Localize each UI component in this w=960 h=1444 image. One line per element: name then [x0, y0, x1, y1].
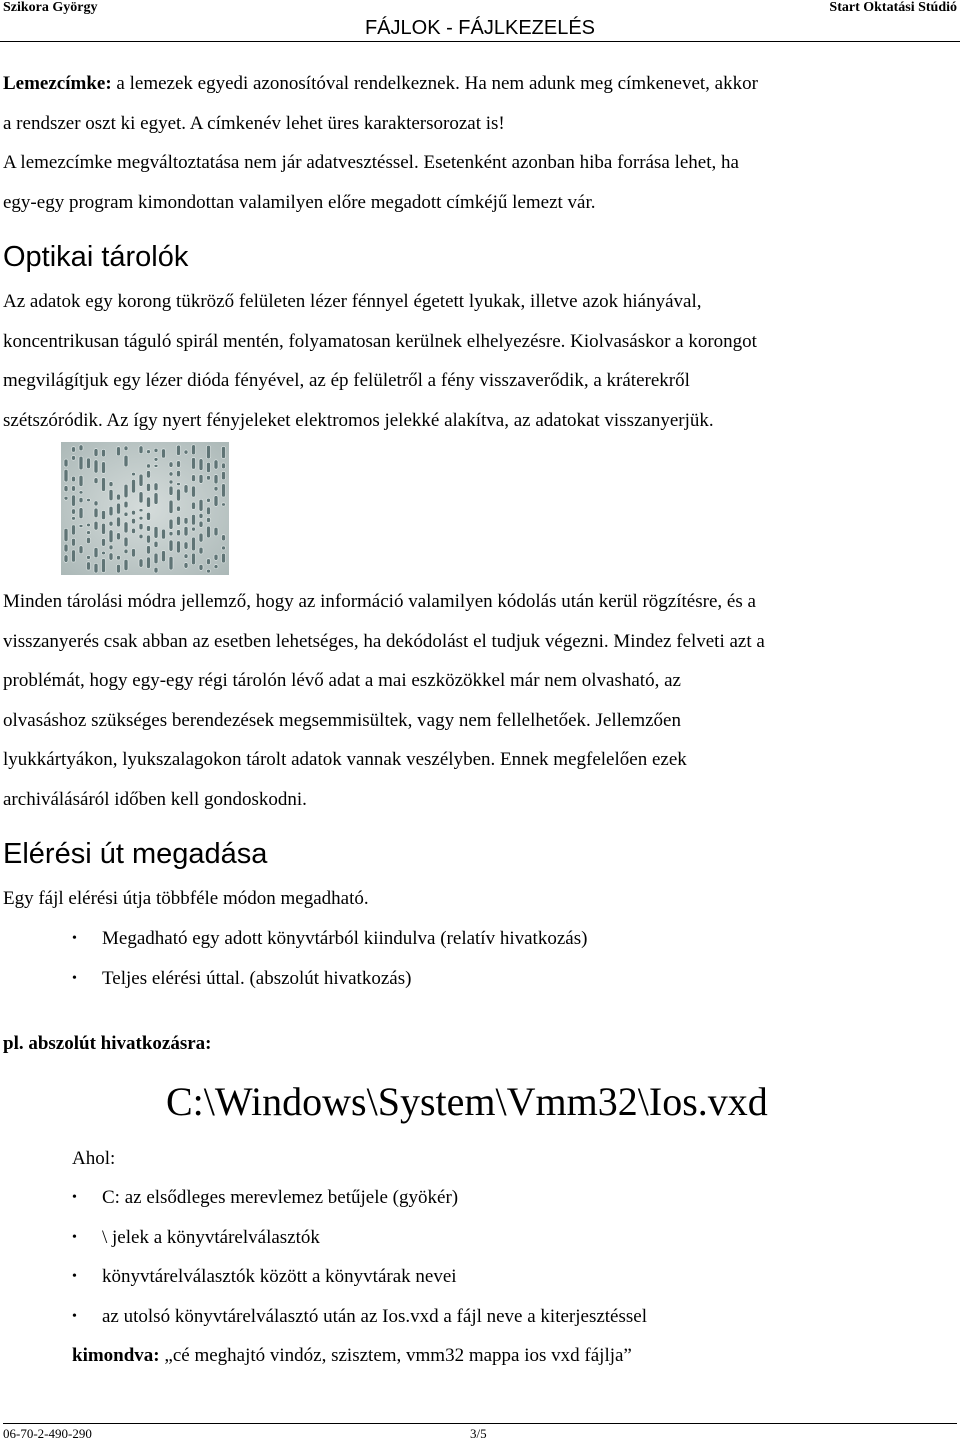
disc-pit — [147, 464, 151, 468]
disc-pit — [72, 476, 76, 482]
disc-pit — [192, 537, 196, 551]
disc-pit — [154, 526, 158, 538]
disc-pit — [79, 491, 83, 494]
list-item: • az utolsó könyvtárelválasztó után az Ios.vxd a fájl neve a kiterjesztéssel — [72, 1297, 647, 1337]
disc-pit — [199, 564, 203, 570]
optical-storage-paragraph — [3, 282, 957, 440]
disc-pit — [154, 458, 158, 462]
disc-pit — [124, 549, 128, 554]
disc-pit — [72, 456, 76, 461]
disc-pit — [94, 508, 98, 518]
disc-pit — [139, 523, 143, 529]
disc-pit — [72, 538, 76, 546]
disc-pit — [64, 459, 68, 467]
disc-pit — [207, 498, 211, 502]
disc-pit — [154, 483, 158, 491]
disc-pit — [147, 535, 151, 543]
disc-pit — [139, 446, 143, 454]
disc-pit — [199, 499, 203, 511]
disc-pit — [207, 559, 211, 565]
disc-pit — [154, 553, 158, 564]
disc-pit — [192, 475, 196, 482]
disc-pit — [214, 554, 218, 560]
optical-line: szétszóródik. Az így nyert fényjeleket elektromos jelekké alakítva, az adatokat visszanyerjük. — [3, 409, 714, 431]
list-item: • C: az elsődleges merevlemez betűjele (gyökér) — [72, 1178, 647, 1218]
disc-pit — [109, 545, 113, 550]
disc-pit — [64, 544, 68, 552]
disc-pit — [72, 517, 76, 521]
disc-pit — [124, 537, 128, 547]
disc-pit — [79, 497, 83, 502]
disc-pit — [79, 508, 83, 519]
footer-divider — [3, 1423, 957, 1424]
disc-pit — [222, 484, 226, 497]
disc-pit — [109, 489, 113, 500]
path-intro: Egy fájl elérési útja többféle módon megadható. — [3, 888, 369, 909]
disc-pit — [102, 478, 106, 492]
disc-pit — [214, 565, 218, 569]
footer-phone: 06-70-2-490-290 — [3, 1426, 92, 1441]
disc-pit — [94, 460, 98, 473]
disc-pit — [169, 519, 173, 529]
disc-pit — [94, 563, 98, 573]
disc-pit — [139, 516, 143, 520]
disc-pit — [192, 527, 196, 531]
disc-pit — [177, 461, 181, 468]
bullet-icon: • — [72, 1190, 77, 1205]
disc-pit — [124, 484, 128, 498]
disc-pit — [162, 529, 166, 539]
disc-pit — [124, 559, 128, 570]
storage-line: lyukkártyákon, lyukszalagokon tárolt adatok vannak veszélyben. Ennek megfelelően ezek — [3, 749, 687, 770]
disc-pit — [87, 498, 91, 501]
where-label: Ahol: — [72, 1148, 116, 1169]
disc-pit — [72, 525, 76, 535]
disc-pit — [177, 541, 181, 553]
disc-pit — [117, 447, 121, 456]
disc-pit — [147, 557, 151, 569]
disc-pit — [117, 564, 121, 573]
disc-pit — [102, 523, 106, 534]
bullet-icon: • — [72, 1269, 77, 1284]
disc-pit — [184, 450, 188, 454]
disc-pit — [192, 514, 196, 525]
storage-encoding-paragraph — [3, 582, 957, 819]
disc-pit — [169, 540, 173, 551]
disc-pit — [79, 456, 83, 470]
disc-pit — [214, 475, 218, 484]
page-number: 3/5 — [470, 1426, 487, 1441]
disc-pit — [169, 486, 173, 495]
disc-pit — [109, 506, 113, 516]
disc-pit — [169, 462, 173, 467]
disc-pit — [117, 555, 121, 559]
storage-line: visszanyerés csak abban az esetben lehetséges, ha dekódolást el tudjuk végezni. Mindez felveti azt a — [3, 630, 765, 652]
disc-pit — [199, 513, 203, 518]
disc-pit — [87, 531, 91, 535]
disc-pit — [87, 555, 91, 559]
disc-pit — [169, 531, 173, 535]
header-organization: Start Oktatási Stúdió — [829, 0, 957, 15]
disc-pit — [199, 533, 203, 542]
disc-pit — [184, 554, 188, 559]
disc-pit — [87, 523, 91, 527]
disk-label-term: Lemezcímke: — [3, 73, 112, 94]
disc-pit — [177, 530, 181, 536]
disc-pit — [147, 471, 151, 479]
path-parts-list — [72, 1178, 647, 1336]
bullet-icon: • — [72, 1229, 77, 1245]
disc-pit — [192, 445, 196, 455]
disc-pit — [177, 445, 181, 455]
storage-line: archiválásáról időben kell gondoskodni. — [3, 788, 307, 810]
disc-pit — [94, 478, 98, 484]
intro-line-3: A lemezcímke megváltoztatása nem jár adatvesztéssel. Esetenként azonban hiba forrása lehet, ha — [3, 152, 739, 173]
disc-pit — [192, 553, 196, 565]
storage-line: problémát, hogy egy-egy régi tárolón lévő adat a mai eszközökkel már nem olvasható, az — [3, 670, 681, 691]
disc-pit — [87, 458, 91, 469]
disc-pit — [117, 503, 121, 514]
optical-line: koncentrikusan táguló spirál mentén, folyamatosan kerülnek elhelyezésre. Kiolvasáskor a korongot — [3, 330, 757, 352]
disc-pit — [162, 551, 166, 562]
disc-pit — [184, 485, 188, 493]
disc-pit — [72, 509, 76, 514]
disc-pit — [139, 509, 143, 512]
list-item: • Teljes elérési úttal. (abszolút hivatkozás) — [72, 959, 587, 999]
disc-pit — [222, 535, 226, 541]
disk-label-paragraph — [3, 64, 957, 222]
disc-pit — [147, 512, 151, 520]
disc-pit — [64, 469, 68, 482]
disc-pit — [94, 449, 98, 457]
disc-pit — [147, 497, 151, 507]
pronunciation-label: kimondva: — [72, 1345, 160, 1366]
disc-pit — [139, 534, 143, 539]
disc-pit — [102, 538, 106, 546]
example-path: C:\Windows\System\Vmm32\Ios.vxd — [166, 1079, 768, 1124]
disc-pit — [154, 567, 158, 573]
disc-pit — [94, 547, 98, 557]
disc-pit — [169, 556, 173, 570]
disc-pit — [147, 450, 151, 454]
disc-pit — [207, 569, 211, 573]
disc-pit — [199, 474, 203, 483]
disc-pit — [177, 506, 181, 511]
optical-line: Az adatok egy korong tükröző felületen lézer fénnyel égetett lyukak, illetve azok hiányával, — [3, 291, 702, 312]
bullet-icon: • — [72, 1308, 77, 1324]
disc-pit — [132, 528, 136, 533]
disc-pit — [109, 553, 113, 560]
disc-pit — [124, 522, 128, 533]
disc-pit — [222, 553, 226, 563]
disc-pit — [79, 475, 83, 486]
disc-pit — [109, 482, 113, 487]
disc-pit — [177, 516, 181, 525]
disc-pit — [207, 507, 211, 515]
disc-pit — [207, 517, 211, 522]
disc-pit — [132, 472, 136, 476]
disc-pit — [124, 512, 128, 516]
disc-pit — [207, 526, 211, 538]
disc-pit — [192, 458, 196, 470]
disc-pit — [102, 510, 106, 519]
disc-pit — [207, 462, 211, 472]
storage-line: olvasáshoz szükséges berendezések megsemmisültek, vagy nem fellelhetőek. Jellemzően — [3, 709, 681, 731]
disc-pit — [72, 550, 76, 562]
disc-pit — [64, 486, 68, 492]
disc-pit — [222, 446, 226, 458]
path-mode-list — [72, 919, 587, 998]
disc-pit — [124, 501, 128, 508]
disc-pit — [222, 463, 226, 469]
list-item: • könyvtárelválasztók között a könyvtárak nevei — [72, 1257, 647, 1297]
disc-pit — [177, 483, 181, 486]
disc-pit — [177, 470, 181, 476]
disc-pit — [199, 547, 203, 554]
disc-pit — [199, 521, 203, 527]
disc-pit — [117, 533, 121, 540]
pronunciation-text: „cé meghajtó vindóz, szisztem, vmm32 mappa ios vxd fájlja” — [159, 1345, 632, 1366]
disc-pit — [192, 486, 196, 497]
disc-pit — [124, 446, 128, 451]
disc-pit — [132, 479, 136, 493]
disc-pit — [154, 493, 158, 505]
disc-pit — [117, 517, 121, 527]
bullet-icon: • — [72, 970, 77, 986]
disc-pit — [169, 480, 173, 484]
storage-line: Minden tárolási módra jellemző, hogy az információ valamilyen kódolás után kerül rögzítésre, és a — [3, 591, 756, 612]
disc-pit — [64, 555, 68, 563]
disc-pit — [214, 487, 218, 492]
disc-pit — [139, 492, 143, 503]
disc-pit — [64, 528, 68, 541]
disc-pit — [109, 530, 113, 543]
disc-pit — [162, 449, 166, 458]
disc-pit — [132, 510, 136, 515]
disc-pit — [184, 563, 188, 569]
header-divider — [0, 41, 960, 42]
disc-pit — [124, 455, 128, 467]
disc-pit — [72, 447, 76, 453]
disc-pit — [207, 445, 211, 458]
disc-pit — [184, 517, 188, 524]
disc-pit — [154, 448, 158, 452]
pronunciation-line — [72, 1338, 632, 1374]
disc-pit — [207, 475, 211, 480]
disc-pit — [222, 503, 226, 506]
optical-disc-pits-image — [61, 442, 229, 575]
disc-pit — [147, 483, 151, 491]
list-item: • Megadható egy adott könyvtárból kiindulva (relatív hivatkozás) — [72, 919, 587, 959]
disc-pit — [94, 501, 98, 506]
disc-pit — [184, 542, 188, 549]
disc-pit — [132, 518, 136, 524]
path-section-heading: Elérési út megadása — [3, 838, 268, 870]
disc-pit — [147, 546, 151, 554]
disc-pit — [214, 527, 218, 536]
disc-pit — [79, 445, 83, 451]
disc-pit — [102, 449, 106, 457]
disc-pit — [222, 546, 226, 550]
disc-pit — [72, 495, 76, 506]
disc-pit — [94, 521, 98, 530]
disc-pit — [199, 459, 203, 471]
disc-pit — [64, 496, 68, 500]
disc-pit — [222, 471, 226, 479]
intro-line-1: a lemezek egyedi azonosítóval rendelkeznek. Ha nem adunk meg címkenevet, akkor — [111, 73, 758, 94]
disc-pit — [147, 526, 151, 532]
disc-pit — [102, 551, 106, 555]
disc-pit — [214, 496, 218, 507]
disc-pit — [214, 460, 218, 469]
disc-pit — [72, 486, 76, 492]
list-item: • \ jelek a könyvtárelválasztók — [72, 1218, 647, 1258]
disc-pit — [79, 524, 83, 527]
disc-pit — [139, 559, 143, 567]
disc-pit — [132, 549, 136, 557]
optical-storage-heading: Optikai tárolók — [3, 241, 189, 273]
disc-pit — [87, 562, 91, 570]
example-label: pl. abszolút hivatkozásra: — [3, 1033, 212, 1054]
optical-line: megvilágítjuk egy lézer dióda fényével, az ép felületről a fény visszaverődik, a kráterekről — [3, 370, 690, 391]
disc-pit — [87, 537, 91, 543]
header-author: Szikora György — [3, 0, 98, 15]
disc-pit — [177, 489, 181, 501]
bullet-icon: • — [72, 931, 77, 946]
page-title: FÁJLOK - FÁJLKEZELÉS — [364, 17, 596, 39]
intro-line-2: a rendszer oszt ki egyet. A címkenév lehet üres karaktersorozat is! — [3, 112, 505, 134]
intro-line-4: egy-egy program kimondottan valamilyen előre megadott címkéjű lemezt vár. — [3, 191, 596, 213]
disc-pit — [154, 464, 158, 467]
disc-pit — [184, 526, 188, 536]
disc-pit — [169, 500, 173, 513]
disc-pit — [154, 541, 158, 547]
disc-pit — [169, 472, 173, 476]
disc-pit — [117, 494, 121, 500]
disc-pit — [102, 462, 106, 474]
disc-pit — [109, 521, 113, 526]
disc-pit — [102, 559, 106, 573]
disc-pit — [192, 502, 196, 509]
disc-pit — [79, 546, 83, 554]
disc-pit — [139, 474, 143, 486]
